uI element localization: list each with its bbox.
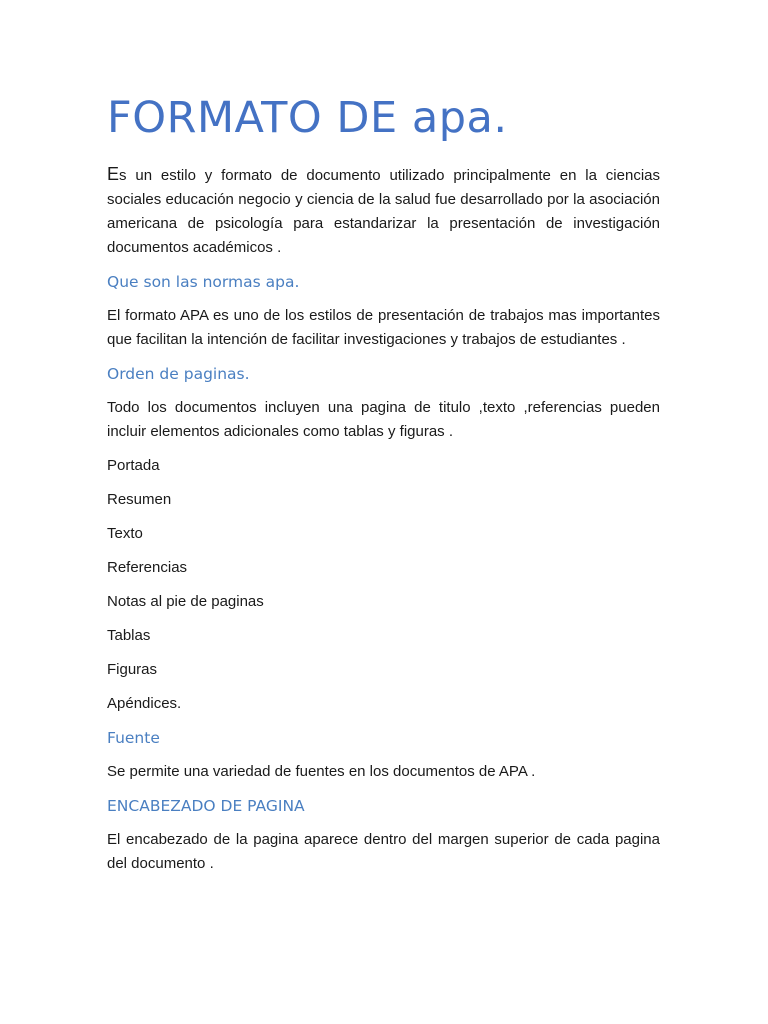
section-heading-normas: Que son las normas apa. [107, 273, 300, 291]
intro-first-letter: E [107, 164, 120, 184]
document-page [107, 88, 660, 886]
intro-paragraph [107, 162, 660, 260]
list-item-portada: Portada [107, 457, 160, 474]
list-item-figuras: Figuras [107, 661, 158, 678]
intro-text: s un estilo y formato de documento utilizado principalmente en la ciencias sociales educación negocio y ciencia de la salud fue desarrollado por la asociación americana de psicología para estandarizar la presentación de investigación documentos académicos . [107, 167, 660, 256]
section-paragraph-encabezado: El encabezado de la pagina aparece dentro del margen superior de cada pagina del documento . [107, 831, 660, 872]
list-item-resumen: Resumen [107, 491, 172, 508]
list-item-tablas: Tablas [107, 627, 151, 644]
section-heading-encabezado: ENCABEZADO DE PAGINA [107, 797, 305, 815]
section-paragraph-normas: El formato APA es uno de los estilos de presentación de trabajos mas importantes que facilitan la intención de facilitar investigaciones y trabajos de estudiantes . [107, 307, 660, 348]
section-heading-fuente: Fuente [107, 729, 160, 747]
section-paragraph-orden: Todo los documentos incluyen una pagina de titulo ,texto ,referencias pueden incluir elementos adicionales como tablas y figuras . [107, 399, 660, 440]
list-item-referencias: Referencias [107, 559, 188, 576]
list-item-apendices: Apéndices. [107, 695, 182, 712]
list-item-notas: Notas al pie de paginas [107, 593, 264, 610]
list-item-texto: Texto [107, 525, 143, 542]
document-title: FORMATO DE apa. [107, 93, 508, 143]
section-heading-orden: Orden de paginas. [107, 365, 250, 383]
section-paragraph-fuente: Se permite una variedad de fuentes en los documentos de APA . [107, 763, 536, 780]
